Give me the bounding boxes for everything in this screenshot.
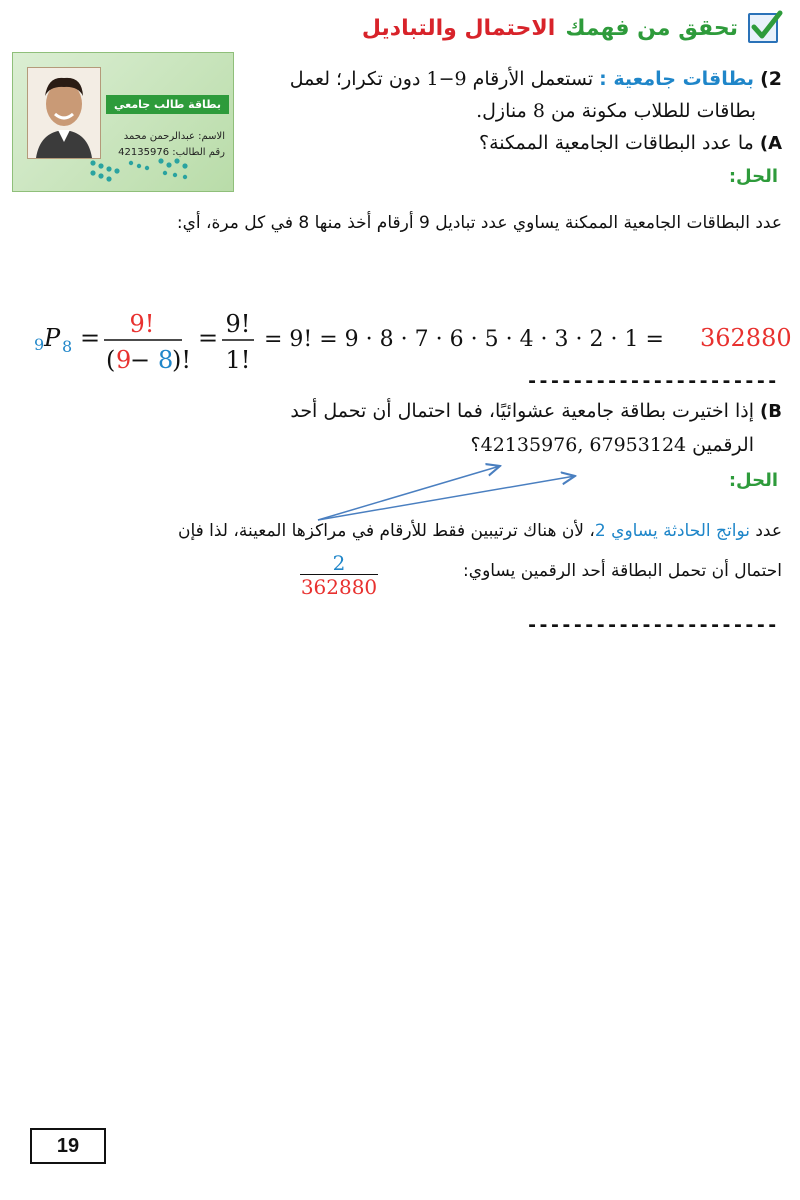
p-sub-right: 8 — [62, 337, 73, 356]
part-b-question-prefix: الرقمين — [692, 434, 754, 456]
part-b-sol-a: عدد — [755, 521, 782, 541]
separator-a: ---------------------- — [526, 370, 778, 392]
part-b-question-1: إذا اختيرت بطاقة جامعية عشوائيًا، فما احتمال أن تحمل أحد — [290, 400, 754, 422]
part-b-solution-line-1 — [12, 516, 782, 546]
part-b-sol-blue: نواتج الحادثة يساوي 2 — [594, 521, 750, 541]
equals-2: = — [198, 324, 219, 352]
header-title-green: تحقق من فهمك — [565, 15, 738, 41]
part-b-numbers: 42135976, 67953124 — [480, 434, 687, 456]
part-a-letter: A) — [759, 133, 782, 154]
result-value: 362880 — [700, 324, 792, 352]
frac1-open: ( — [106, 346, 116, 374]
separator-b: ---------------------- — [526, 614, 778, 636]
problem-title: بطاقات جامعية : — [599, 68, 755, 90]
header-title-red: الاحتمال والتباديل — [361, 15, 556, 41]
part-b-sol-b: ، لأن هناك ترتيبين فقط للأرقام في مراكزها المعينة، لذا فإن — [177, 521, 595, 541]
frac1-numerator: 9! — [129, 310, 155, 338]
equals-1: = — [80, 324, 101, 352]
factorial-expansion: = 9! = 9 · 8 · 7 · 6 · 5 · 4 · 3 · 2 · 1 = — [264, 327, 664, 352]
part-a-solution-label: الحل: — [728, 166, 778, 187]
problem-text-1: تستعمل الأرقام 9−1 دون تكرار؛ لعمل — [289, 68, 594, 90]
part-a-question: ما عدد البطاقات الجامعية الممكنة؟ — [479, 132, 754, 154]
frac1-minus: − — [130, 346, 151, 374]
part-b-question-mark: ؟ — [470, 434, 481, 456]
part-b-letter: B) — [760, 401, 782, 422]
card-banner: بطاقة طالب جامعي — [106, 95, 229, 114]
problem-number: 2) — [760, 68, 782, 90]
frac2-numerator: 9! — [225, 310, 251, 338]
frac1-den-a: 9 — [116, 346, 132, 374]
part-b-solution-line-2: احتمال أن تحمل البطاقة أحد الرقمين يساوي: — [463, 561, 782, 581]
frac1-den-b: 8 — [158, 346, 174, 374]
fraction-numerator: 2 — [332, 551, 346, 575]
frac1-close: )! — [172, 346, 192, 374]
fraction-denominator: 362880 — [300, 575, 378, 599]
probability-fraction — [300, 552, 378, 599]
part-a-explanation: عدد البطاقات الجامعية الممكنة يساوي عدد تباديل 9 أرقام أخذ منها 8 في كل مرة، أي: — [176, 213, 782, 233]
p-letter: P — [44, 324, 61, 352]
part-b-solution-label: الحل: — [728, 470, 778, 491]
p-sub-left: 9 — [34, 335, 45, 354]
card-name-line: الاسم: عبدالرحمن محمد — [123, 131, 225, 142]
frac2-denominator: 1! — [225, 346, 251, 374]
page-number: 19 — [30, 1128, 106, 1164]
card-number-line: رقم الطالب: 42135976 — [118, 147, 225, 158]
problem-text-2: بطاقات للطلاب مكونة من 8 منازل. — [476, 100, 756, 122]
